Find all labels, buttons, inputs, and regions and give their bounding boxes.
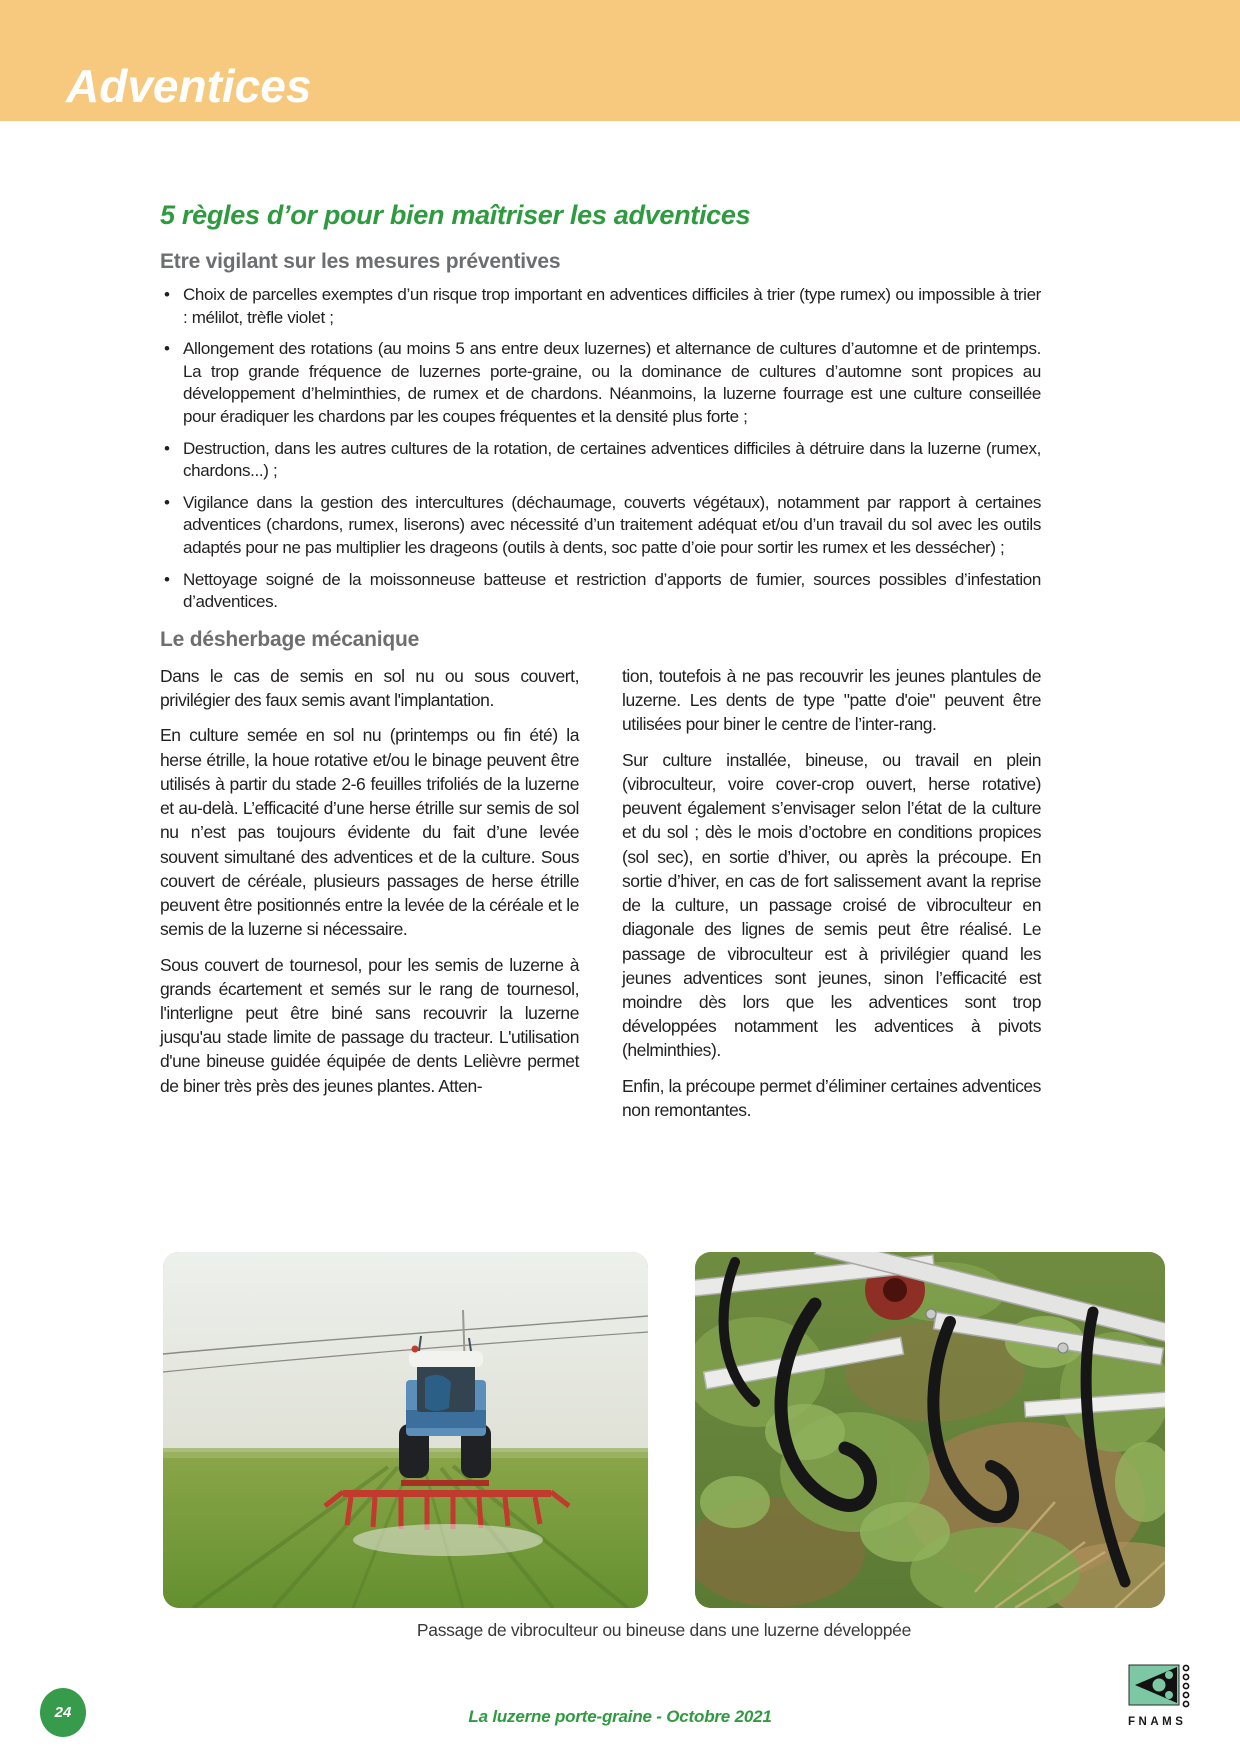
fnams-logo-label: FNAMS <box>1128 1716 1187 1728</box>
fnams-logo-icon <box>1128 1664 1194 1708</box>
page-banner <box>0 0 1240 121</box>
right-column <box>622 664 1041 1133</box>
prevention-bullet-list <box>160 284 1041 614</box>
tractor-field-illustration <box>163 1252 648 1608</box>
paragraph: Dans le cas de semis en sol nu ou sous couvert, privilégier des faux semis avant l'implantation. <box>160 665 579 711</box>
article <box>160 200 1041 1133</box>
photo-cultivator-closeup <box>695 1252 1165 1608</box>
page-number: 24 <box>54 1704 72 1721</box>
list-item: • Allongement des rotations (au moins 5 ans entre deux luzernes) et alternance de cultures d’automne et de printemps. La trop grande fréquence de luzernes porte-graine, ou la dominance de cultures d’automne sont propices au développement d’helminthies, de rumex et de chardons. Néanmoins, la luzerne fourrage est une culture conseillée pour éradiquer les chardons par les coupes fréquentes et la densité plus forte ; <box>160 338 1041 428</box>
paragraph: En culture semée en sol nu (printemps ou fin été) la herse étrille, la houe rotative et/ou le binage peuvent être utilisés à partir du stade 2-6 feuilles trifoliés de la luzerne et au-delà. L’efficacité d’une herse étrille sur semis de sol nu n’est pas toujours évidente du fait d’une levée souvent simultané des adventices et de la culture. Sous couvert de céréale, plusieurs passages de herse étrille peuvent être positionnés entre la levée de la céréale et le semis de la luzerne si nécessaire. <box>160 725 579 940</box>
list-item: • Nettoyage soigné de la moissonneuse batteuse et restriction d’apports de fumier, sources possibles d’infestation d’adventices. <box>160 569 1041 614</box>
two-column-text <box>160 664 1041 1133</box>
list-item: • Vigilance dans la gestion des intercultures (déchaumage, couverts végétaux), notamment par rapport à certaines adventices (chardons, rumex, liserons) avec nécessité d’un traitement adéquat et/ou d’un travail du sol avec les outils adaptés pour ne pas multiplier les drageons (outils à dents, soc patte d’oie pour sortir les rumex et les dessécher) ; <box>160 492 1041 560</box>
photo-row <box>163 1252 1165 1608</box>
section-heading-prevention: Etre vigilant sur les mesures préventives <box>160 250 561 273</box>
paragraph: Sur culture installée, bineuse, ou travail en plein (vibroculteur, voire cover-crop ouvert, herse rotative) peuvent également s’envisager selon l’état de la culture et du sol ; dès le mois d’octobre en conditions propices (sol sec), en sortie d’hiver, ou après la précoupe. En sortie d’hiver, en cas de fort salissement avant la reprise de la culture, un passage croisé de vibroculteur en diagonale des lignes de semis peut être réalisé. Le passage de vibroculteur est à privilégier quand les jeunes adventices sont jeunes, sinon l’efficacité est moindre dès lors que les adventices sont trop développées notamment les adventices à pivots (helminthies). <box>622 749 1041 1061</box>
photo-caption: Passage de vibroculteur ou bineuse dans une luzerne développée <box>416 1620 912 1640</box>
list-item: • Choix de parcelles exemptes d’un risque trop important en adventices difficiles à trier (type rumex) ou impossible à trier : mélilot, trèfle violet ; <box>160 284 1041 329</box>
section-heading-mechanical: Le désherbage mécanique <box>160 627 420 651</box>
list-item: • Destruction, dans les autres cultures de la rotation, de certaines adventices difficiles à détruire dans la luzerne (rumex, chardons...) ; <box>160 438 1041 483</box>
fnams-logo <box>1128 1664 1200 1728</box>
photo-tractor-field <box>163 1252 648 1608</box>
left-column <box>160 664 579 1133</box>
cultivator-closeup-illustration <box>695 1252 1165 1608</box>
paragraph: Enfin, la précoupe permet d’éliminer certaines adventices non remontantes. <box>622 1075 1041 1120</box>
journal-title: La luzerne porte-graine - Octobre 2021 <box>468 1707 772 1726</box>
article-title: 5 règles d’or pour bien maîtriser les adventices <box>160 200 751 230</box>
paragraph: tion, toutefois à ne pas recouvrir les jeunes plantules de luzerne. Les dents de type "patte d'oie" peuvent être utilisées pour biner le centre de l’inter-rang. <box>622 665 1041 735</box>
banner-title: Adventices <box>66 60 312 112</box>
paragraph: Sous couvert de tournesol, pour les semis de luzerne à grands écartement et semés sur le rang de tournesol, l'interligne peut être biné sans recouvrir la luzerne jusqu'au stade limite de passage du tracteur. L'utilisation d'une bineuse guidée équipée de dents Lelièvre permet de biner très près des jeunes plantes. Atten- <box>160 954 579 1096</box>
